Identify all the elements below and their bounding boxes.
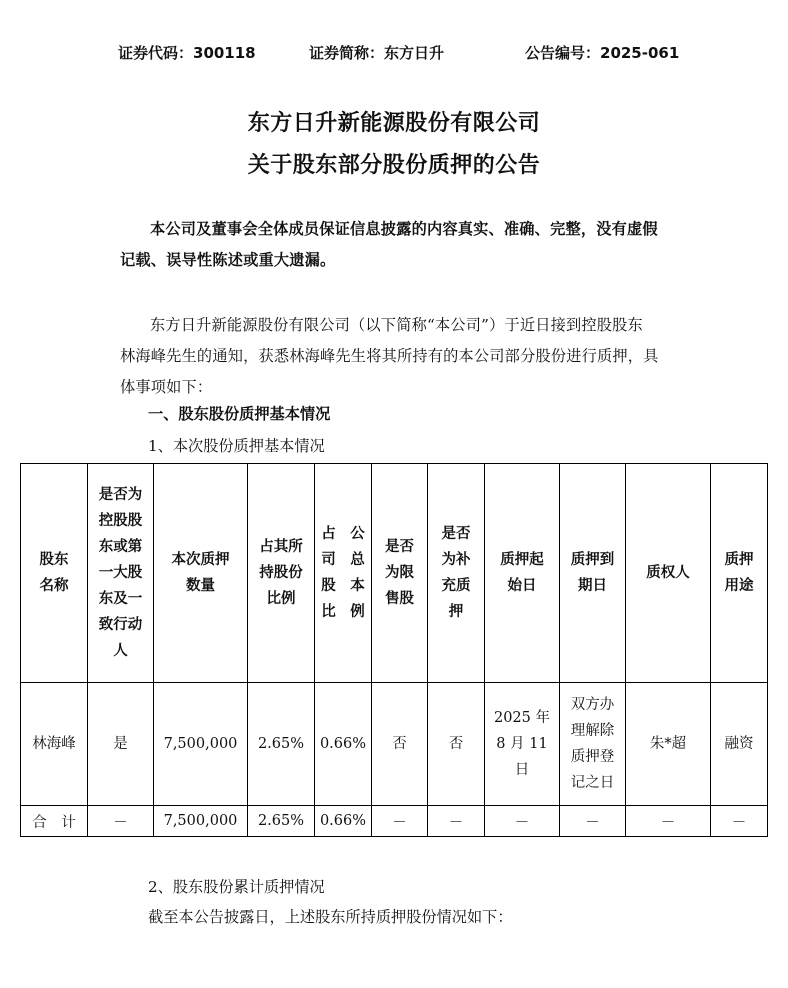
table-header-row xyxy=(21,464,768,683)
header-shareholder: 股东 名称 xyxy=(21,464,88,683)
cell-supplementary-pledge: 否 xyxy=(428,683,485,806)
total-pct-of-total-capital: 0.66% xyxy=(315,806,372,837)
header-pct-of-holding: 占其所 持股份 比例 xyxy=(248,464,315,683)
cell-purpose: 融资 xyxy=(711,683,768,806)
intro-line-3: 体事项如下： xyxy=(120,378,213,396)
cell-pct-of-total-capital: 0.66% xyxy=(315,683,372,806)
header-pledge-quantity: 本次质押 数量 xyxy=(154,464,248,683)
total-end-date: － xyxy=(560,806,626,837)
stock-abbreviation: 证券简称：东方日升 xyxy=(309,44,445,62)
cell-is-controlling: 是 xyxy=(88,683,154,806)
header-purpose: 质押 用途 xyxy=(711,464,768,683)
company-title: 东方日升新能源股份有限公司 xyxy=(247,111,541,136)
disclaimer-paragraph xyxy=(120,214,672,276)
total-restricted-shares: － xyxy=(372,806,428,837)
disclaimer-line-1: 本公司及董事会全体成员保证信息披露的内容真实、准确、完整，没有虚假 xyxy=(150,220,658,238)
disclaimer-line-2: 记载、误导性陈述或重大遗漏。 xyxy=(120,251,336,269)
cell-start-date: 2025 年 8 月 11 日 xyxy=(485,683,560,806)
cell-end-date: 双方办 理解除 质押登 记之日 xyxy=(560,683,626,806)
cell-pct-of-holding: 2.65% xyxy=(248,683,315,806)
header-restricted-shares: 是否 为限 售股 xyxy=(372,464,428,683)
cell-pledgee: 朱*超 xyxy=(626,683,711,806)
stock-code: 证券代码：300118 xyxy=(118,44,256,62)
total-pledgee: － xyxy=(626,806,711,837)
total-pledge-quantity: 7,500,000 xyxy=(154,806,248,837)
total-purpose: － xyxy=(711,806,768,837)
subsection-heading-2: 2、股东股份累计质押情况 xyxy=(148,878,325,896)
header-pledgee: 质权人 xyxy=(626,464,711,683)
total-label: 合 计 xyxy=(21,806,88,837)
subsection-heading-1: 1、本次股份质押基本情况 xyxy=(148,437,325,455)
total-start-date: － xyxy=(485,806,560,837)
cell-shareholder: 林海峰 xyxy=(21,683,88,806)
total-supplementary-pledge: － xyxy=(428,806,485,837)
total-pct-of-holding: 2.65% xyxy=(248,806,315,837)
cell-pledge-quantity: 7,500,000 xyxy=(154,683,248,806)
header-start-date: 质押起 始日 xyxy=(485,464,560,683)
announcement-title: 关于股东部分股份质押的公告 xyxy=(247,153,541,178)
header-is-controlling: 是否为 控股股 东或第 一大股 东及一 致行动 人 xyxy=(88,464,154,683)
header-end-date: 质押到 期日 xyxy=(560,464,626,683)
table-row xyxy=(21,683,768,806)
cell-restricted-shares: 否 xyxy=(372,683,428,806)
document-header xyxy=(0,42,788,66)
intro-paragraph xyxy=(120,310,672,403)
section-heading-1: 一、股东股份质押基本情况 xyxy=(148,405,331,423)
intro-line-2: 林海峰先生的通知，获悉林海峰先生将其所持有的本公司部分股份进行质押，具 xyxy=(120,347,659,365)
header-pct-of-total-capital: 占 公 司 总 股 本 比 例 xyxy=(315,464,372,683)
table-total-row xyxy=(21,806,768,837)
subsection-2-text: 截至本公告披露日，上述股东所持质押股份情况如下： xyxy=(148,908,513,926)
pledge-table xyxy=(20,463,768,837)
header-supplementary-pledge: 是否 为补 充质 押 xyxy=(428,464,485,683)
announcement-number: 公告编号：2025-061 xyxy=(525,44,680,62)
intro-line-1: 东方日升新能源股份有限公司（以下简称“本公司”）于近日接到控股股东 xyxy=(150,316,643,334)
total-is-controlling: － xyxy=(88,806,154,837)
